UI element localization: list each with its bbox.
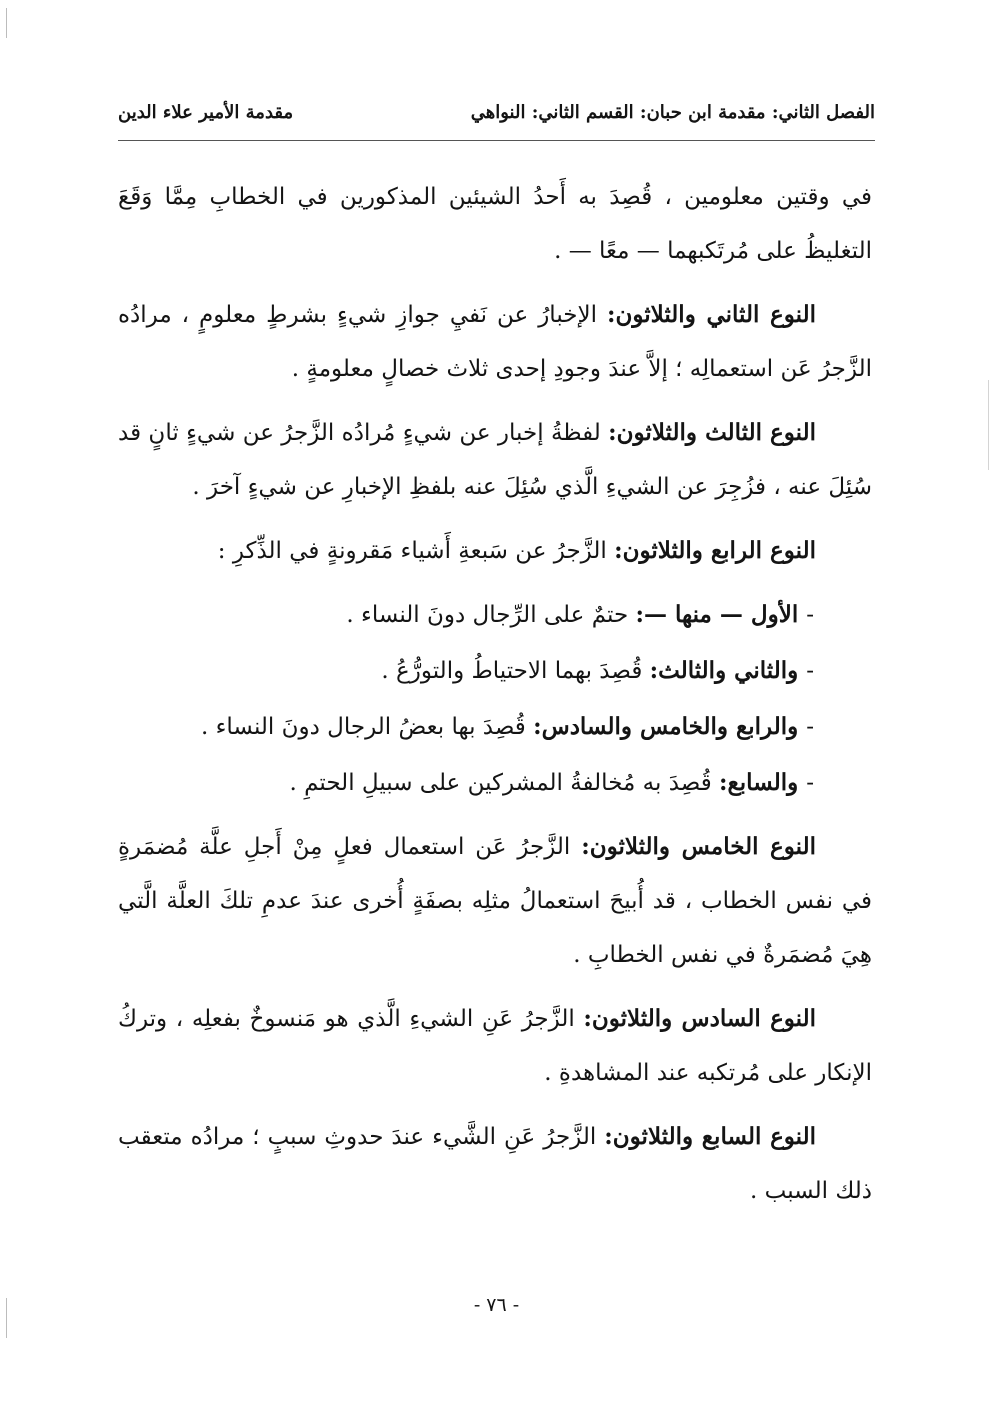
- section-lead: النوع الثاني والثلاثون:: [606, 301, 816, 328]
- page-number: - ٧٦ -: [473, 1294, 520, 1316]
- list-dash: -: [806, 770, 814, 796]
- paragraph-text: الإخبارُ عن نَفيِ جوازِ شيءٍ بشرطٍ معلومٍ ، مرادُه الزَّجرُ عَن استعمالِه ؛ إلاَّ عندَ وجودِ إحدى ثلاث خصالٍ معلومةٍ .: [118, 302, 872, 382]
- paragraph-text: الزَّجرُ عَن استعمال فعلٍ مِنْ أَجلِ علَّة مُضمَرةٍ في نفس الخطاب ، قد أُبيحَ استعمالُ مثلِه بصفَةٍ أُخرى عندَ عدمِ تلكَ العلَّة الَّتي هِيَ مُضمَرةٌ في نفس الخطابِ .: [118, 834, 872, 968]
- list-item: [118, 644, 872, 698]
- section-lead: النوع الخامس والثلاثون:: [581, 833, 816, 860]
- paragraph-type-35: [118, 820, 872, 982]
- item-text: قُصِدَ به مُخالفةُ المشركين على سبيلِ الحتمِ .: [289, 770, 712, 796]
- list-dash: -: [806, 658, 814, 684]
- section-lead: النوع السادس والثلاثون:: [583, 1005, 817, 1032]
- paragraph-text: الزَّجرُ عَنِ الشيءِ الَّذي هو مَنسوخٌ بفعلِه ، وتركُ الإنكار على مُرتكبه عند المشاهدةِ .: [118, 1006, 872, 1086]
- item-text: قُصِدَ بها بعضُ الرجال دونَ النساء .: [200, 714, 526, 740]
- item-lead: والثاني والثالث:: [649, 657, 799, 684]
- scan-edge-mark: [6, 8, 7, 38]
- book-title: مقدمة الأمير علاء الدين: [118, 102, 294, 123]
- item-text: حتمٌ على الرِّجال دونَ النساء .: [346, 602, 629, 628]
- list-item: [118, 700, 872, 754]
- list-item: [118, 756, 872, 810]
- paragraph-text: الزَّجرُ عَنِ الشَّيء عندَ حدوثِ سببٍ ؛ مرادُه متعقب ذلك السبب .: [118, 1124, 872, 1204]
- item-text: قُصِدَ بهما الاحتياطُ والتورُّعُ .: [381, 658, 643, 684]
- section-lead: النوع الرابع والثلاثون:: [614, 537, 816, 564]
- paragraph-continuation: [118, 170, 872, 278]
- item-lead: الأول — منها —:: [635, 601, 799, 628]
- paragraph-text: الزَّجرُ عن سَبعةِ أَشياء مَقرونةٍ في الذِّكرِ :: [217, 538, 607, 564]
- paragraph-text: لفظةُ إخبار عن شيءٍ مُرادُه الزَّجرُ عن شيءٍ ثانٍ قد سُئِلَ عنه ، فزُجِرَ عن الشيءِ الَّذي سُئِلَ عنه بلفظِ الإخبارِ عن شيءٍ آخرَ .: [118, 420, 872, 500]
- paragraph-type-34: [118, 524, 872, 578]
- paragraph-type-37: [118, 1110, 872, 1218]
- main-text: [118, 170, 872, 1228]
- section-lead: النوع السابع والثلاثون:: [604, 1123, 817, 1150]
- scan-edge-mark: [988, 380, 989, 470]
- paragraph-type-32: [118, 288, 872, 396]
- paragraph-type-33: [118, 406, 872, 514]
- list-dash: -: [806, 714, 814, 740]
- running-header: [118, 88, 875, 141]
- list-dash: -: [806, 602, 814, 628]
- item-lead: والسابع:: [719, 769, 799, 796]
- paragraph-text: في وقتين معلومين ، قُصِدَ به أَحدُ الشيئين المذكورين في الخطابِ مِمَّا وَقَعَ التغليظُ على مُرتَكبهما — معًا — .: [118, 184, 872, 264]
- section-lead: النوع الثالث والثلاثون:: [608, 419, 817, 446]
- paragraph-type-36: [118, 992, 872, 1100]
- chapter-title: الفصل الثاني: مقدمة ابن حبان: القسم الثاني: النواهي: [470, 102, 875, 123]
- item-lead: والرابع والخامس والسادس:: [533, 713, 799, 740]
- list-item: [118, 588, 872, 642]
